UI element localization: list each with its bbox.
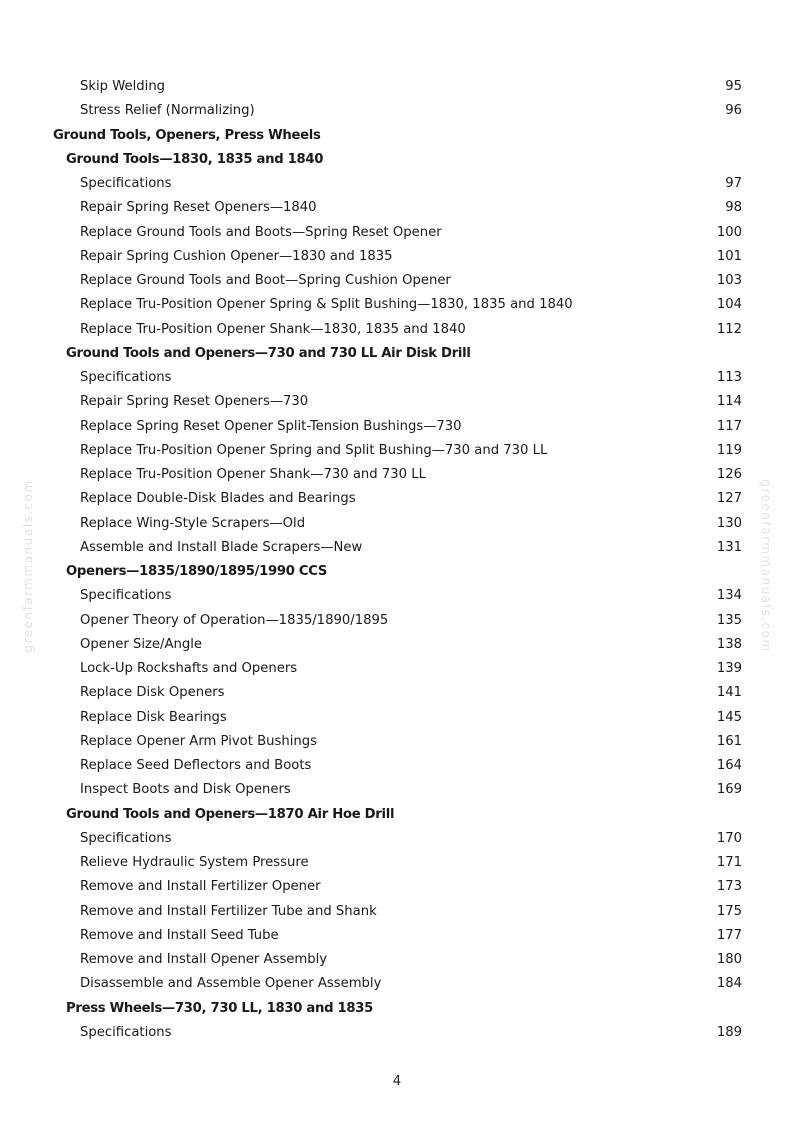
- toc-entry[interactable]: [0, 245, 794, 269]
- toc-entry-page-number: 173: [716, 879, 742, 895]
- toc-entry-title: Repair Spring Cushion Opener—1830 and 1835: [80, 248, 393, 264]
- toc-entry[interactable]: [0, 657, 794, 681]
- toc-entry-page-number: 97: [725, 176, 742, 191]
- toc-entry-title: Replace Ground Tools and Boot—Spring Cushion Opener: [80, 273, 451, 288]
- toc-entry[interactable]: [0, 827, 794, 851]
- toc-entry[interactable]: [0, 609, 794, 633]
- toc-entry-page-number: 130: [716, 515, 742, 531]
- toc-entry[interactable]: [0, 512, 794, 536]
- toc-entry-page-number: 96: [725, 103, 742, 119]
- toc-entry-title: Replace Spring Reset Opener Split-Tension Bushings—730: [80, 418, 462, 434]
- toc-entry-title: Remove and Install Fertilizer Tube and Shank: [80, 903, 377, 919]
- toc-section-heading[interactable]: [0, 148, 794, 172]
- toc-entry-title: Skip Welding: [80, 79, 166, 94]
- toc-entry-title: Relieve Hydraulic System Pressure: [80, 855, 309, 870]
- toc-entry-page-number: 170: [716, 830, 742, 846]
- toc-entry-title: Replace Tru-Position Opener Shank—1830, 1835 and 1840: [80, 321, 466, 337]
- toc-entry[interactable]: [0, 1021, 794, 1045]
- toc-entry[interactable]: [0, 172, 794, 196]
- toc-entry[interactable]: [0, 463, 794, 487]
- toc-entry-page-number: 113: [716, 370, 742, 385]
- watermark-left: greenfarmmanuals.com: [21, 479, 35, 653]
- toc-entry[interactable]: [0, 221, 794, 245]
- toc-entry[interactable]: [0, 318, 794, 342]
- toc-entry-title: Ground Tools and Openers—730 and 730 LL Air Disk Drill: [66, 345, 471, 361]
- page-number: 4: [392, 1074, 402, 1089]
- toc-entry-title: Specifications: [80, 1024, 172, 1040]
- toc-entry-title: Ground Tools and Openers—1870 Air Hoe Drill: [66, 806, 395, 822]
- toc-entry-title: Disassemble and Assemble Opener Assembly: [80, 976, 382, 992]
- toc-entry-title: Ground Tools, Openers, Press Wheels: [53, 127, 321, 143]
- toc-entry-title: Replace Disk Bearings: [80, 709, 227, 725]
- toc-section-heading[interactable]: [0, 803, 794, 827]
- toc-entry-page-number: 114: [716, 394, 742, 410]
- toc-entry[interactable]: [0, 851, 794, 875]
- toc-entry-page-number: 171: [716, 855, 742, 870]
- toc-entry-title: Assemble and Install Blade Scrapers—New: [80, 539, 363, 555]
- watermark-right: greenfarmmanuals.com: [759, 479, 773, 653]
- toc-entry[interactable]: [0, 487, 794, 511]
- toc-entry[interactable]: [0, 584, 794, 608]
- toc-entry[interactable]: [0, 972, 794, 996]
- toc-entry[interactable]: [0, 730, 794, 754]
- toc-entry[interactable]: [0, 754, 794, 778]
- toc-entry-title: Ground Tools—1830, 1835 and 1840: [66, 151, 324, 167]
- toc-entry[interactable]: [0, 875, 794, 899]
- toc-section-heading[interactable]: [0, 560, 794, 584]
- toc-entry-page-number: 175: [716, 903, 742, 919]
- toc-entry[interactable]: [0, 415, 794, 439]
- toc-entry-title: Replace Tru-Position Opener Spring & Split Bushing—1830, 1835 and 1840: [80, 297, 573, 313]
- toc-entry-page-number: 189: [716, 1024, 742, 1040]
- toc-entry-title: Remove and Install Opener Assembly: [80, 952, 328, 967]
- toc-entry-page-number: 117: [716, 418, 742, 434]
- toc-entry-title: Lock-Up Rockshafts and Openers: [80, 661, 298, 676]
- toc-entry-page-number: 135: [716, 612, 742, 628]
- toc-entry-page-number: 104: [716, 297, 742, 313]
- toc-entry-page-number: 101: [716, 248, 742, 264]
- toc-entry-page-number: 180: [716, 952, 742, 967]
- toc-entry-title: Specifications: [80, 588, 172, 604]
- toc-entry-page-number: 98: [725, 200, 742, 216]
- toc-entry-page-number: 177: [716, 927, 742, 943]
- toc-entry-title: Opener Theory of Operation—1835/1890/1895: [80, 612, 389, 628]
- toc-entry-page-number: 126: [716, 467, 742, 482]
- toc-entry-page-number: 103: [716, 273, 742, 288]
- toc-entry-page-number: 100: [716, 224, 742, 240]
- toc-entry-title: Replace Opener Arm Pivot Bushings: [80, 733, 318, 749]
- toc-entry-page-number: 95: [725, 79, 742, 94]
- toc-entry[interactable]: [0, 196, 794, 220]
- toc-entry[interactable]: [0, 269, 794, 293]
- toc-entry-page-number: 119: [716, 442, 742, 458]
- toc-entry-title: Remove and Install Seed Tube: [80, 927, 279, 943]
- toc-entry-title: Opener Size/Angle: [80, 636, 202, 652]
- toc-entry[interactable]: [0, 439, 794, 463]
- toc-section-heading[interactable]: [0, 124, 794, 148]
- toc-entry[interactable]: [0, 706, 794, 730]
- toc-entry-title: Replace Double-Disk Blades and Bearings: [80, 491, 356, 507]
- toc-entry-title: Specifications: [80, 370, 172, 385]
- toc-entry-page-number: 161: [716, 733, 742, 749]
- toc-entry-title: Replace Disk Openers: [80, 685, 225, 701]
- toc-entry[interactable]: [0, 778, 794, 802]
- toc-entry-title: Remove and Install Fertilizer Opener: [80, 879, 321, 895]
- toc-entry-page-number: 139: [716, 661, 742, 676]
- toc-entry-title: Openers—1835/1890/1895/1990 CCS: [66, 564, 328, 579]
- toc-entry-title: Press Wheels—730, 730 LL, 1830 and 1835: [66, 1000, 374, 1016]
- toc-entry-title: Replace Seed Deflectors and Boots: [80, 758, 312, 773]
- toc-entry[interactable]: [0, 75, 794, 99]
- toc-entry-title: Inspect Boots and Disk Openers: [80, 782, 291, 798]
- table-of-contents: [0, 75, 794, 1045]
- toc-entry-title: Replace Tru-Position Opener Spring and Split Bushing—730 and 730 LL: [80, 442, 548, 458]
- toc-entry-page-number: 134: [716, 588, 742, 604]
- toc-entry-page-number: 141: [716, 685, 742, 701]
- toc-entry[interactable]: [0, 924, 794, 948]
- toc-entry[interactable]: [0, 633, 794, 657]
- toc-entry[interactable]: [0, 900, 794, 924]
- toc-entry-page-number: 112: [716, 321, 742, 337]
- toc-entry-page-number: 127: [716, 491, 742, 507]
- toc-section-heading[interactable]: [0, 997, 794, 1021]
- toc-entry-title: Repair Spring Reset Openers—730: [80, 394, 309, 410]
- toc-entry[interactable]: [0, 366, 794, 390]
- toc-entry-title: Repair Spring Reset Openers—1840: [80, 200, 317, 216]
- toc-entry-title: Replace Tru-Position Opener Shank—730 and 730 LL: [80, 467, 426, 482]
- toc-entry-page-number: 145: [716, 709, 742, 725]
- toc-entry[interactable]: [0, 536, 794, 560]
- toc-section-heading[interactable]: [0, 342, 794, 366]
- toc-entry[interactable]: [0, 99, 794, 123]
- toc-entry-page-number: 131: [716, 539, 742, 555]
- toc-entry-title: Replace Wing-Style Scrapers—Old: [80, 515, 306, 531]
- toc-entry[interactable]: [0, 681, 794, 705]
- toc-entry-title: Specifications: [80, 830, 172, 846]
- toc-entry[interactable]: [0, 390, 794, 414]
- toc-entry-title: Stress Relief (Normalizing): [80, 103, 255, 119]
- toc-entry[interactable]: [0, 293, 794, 317]
- toc-entry-page-number: 169: [716, 782, 742, 798]
- toc-entry[interactable]: [0, 948, 794, 972]
- toc-entry-title: Replace Ground Tools and Boots—Spring Reset Opener: [80, 224, 442, 240]
- toc-entry-page-number: 184: [716, 976, 742, 992]
- toc-entry-page-number: 164: [716, 758, 742, 773]
- toc-entry-page-number: 138: [716, 636, 742, 652]
- toc-entry-title: Specifications: [80, 176, 172, 191]
